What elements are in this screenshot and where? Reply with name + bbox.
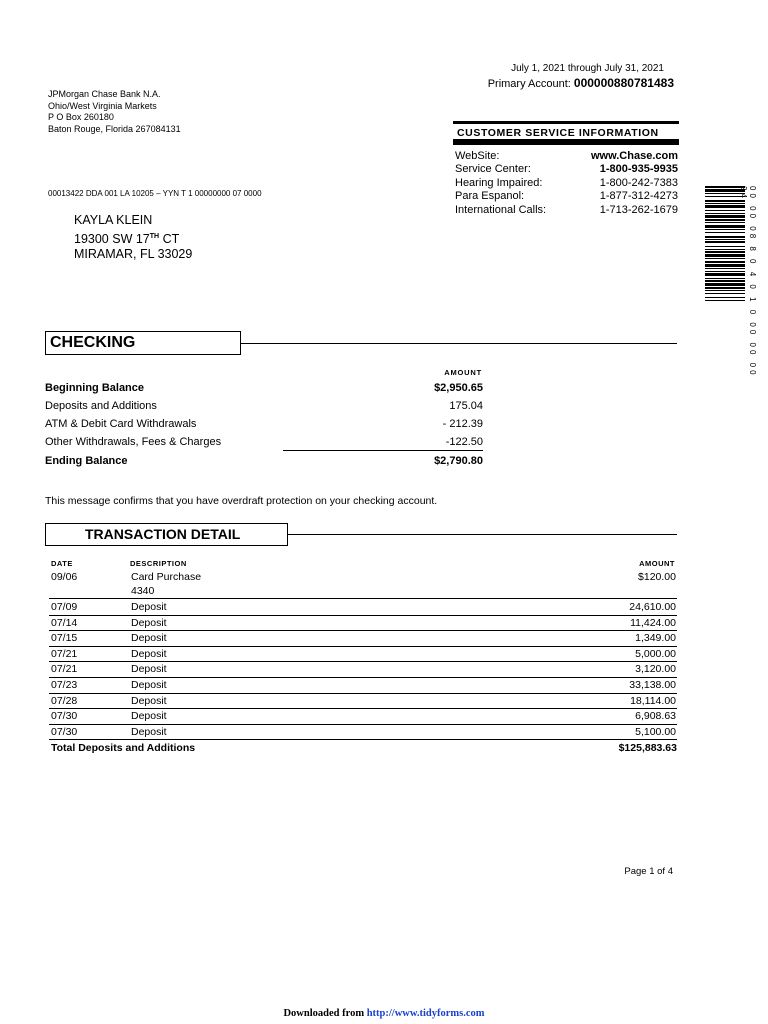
- transaction-row-first: [49, 570, 677, 599]
- tx-description: Card Purchase 4340: [131, 571, 202, 597]
- footer-link[interactable]: http://www.tidyforms.com: [366, 1008, 485, 1019]
- table-row: 07/21 Deposit 3,120.00: [49, 662, 677, 678]
- cs-row-website: [455, 150, 678, 163]
- barcode-bar: [705, 300, 745, 301]
- transaction-list: [49, 600, 677, 740]
- table-row: 07/14 Deposit 11,424.00: [49, 616, 677, 632]
- barcode-bar: [705, 246, 745, 247]
- transaction-divider: [288, 534, 677, 535]
- barcode-bar: [705, 273, 745, 276]
- barcode-bar: [705, 205, 745, 208]
- cs-value: 1-800-935-9935: [599, 163, 678, 176]
- summary-value: $2,790.80: [434, 455, 483, 467]
- total-rule: [283, 450, 483, 451]
- barcode-bar: [705, 290, 745, 291]
- footer-prefix: Downloaded from: [283, 1008, 367, 1019]
- barcode-bar: [705, 236, 745, 238]
- table-row: 07/23 Deposit 33,138.00: [49, 678, 677, 694]
- overdraft-message: This message confirms that you have overdraft protection on your checking account.: [45, 495, 438, 507]
- barcode-bar: [705, 254, 745, 257]
- checking-title: CHECKING: [50, 334, 136, 351]
- summary-row-atm: [45, 418, 483, 430]
- barcode-bar: [705, 241, 745, 243]
- barcode-bar: [705, 293, 745, 294]
- col-header-description: DESCRIPTION: [130, 559, 187, 568]
- barcode-bar: [705, 210, 745, 211]
- page-number: Page 1 of 4: [624, 866, 673, 877]
- cs-label: WebSite:: [455, 150, 500, 162]
- col-header-amount: AMOUNT: [639, 559, 675, 568]
- primary-account-number: 000000880781483: [573, 76, 674, 90]
- cs-label: International Calls:: [455, 203, 547, 216]
- customer-street: 19300 SW 17TH CT: [74, 231, 180, 246]
- checking-header: [45, 331, 241, 355]
- bank-line: JPMorgan Chase Bank N.A.: [48, 89, 161, 99]
- summary-value: -122.50: [445, 436, 483, 448]
- customer-city: MIRAMAR, FL 33029: [74, 247, 193, 262]
- checking-divider: [241, 343, 677, 344]
- barcode-bar: [705, 229, 745, 230]
- barcode-bar: [705, 225, 745, 228]
- download-footer: [0, 1008, 768, 1019]
- customer-name: KAYLA KLEIN: [74, 213, 153, 227]
- summary-value: 175.04: [449, 400, 483, 412]
- summary-row-deposits: [45, 400, 483, 412]
- barcode-bar: [705, 264, 745, 267]
- bank-line: Ohio/West Virginia Markets: [48, 100, 157, 111]
- tx-amount: $120.00: [638, 571, 676, 583]
- barcode-bar: [705, 222, 745, 223]
- table-row: 07/09 Deposit 24,610.00: [49, 600, 677, 616]
- statement-period: July 1, 2021 through July 31, 2021: [511, 63, 664, 74]
- summary-label: Other Withdrawals, Fees & Charges: [45, 436, 222, 448]
- cs-row-international: [455, 204, 678, 217]
- summary-value: - 212.39: [442, 418, 483, 430]
- barcode-text: 00 00 08 8 0 4 0 1 0 00 00 00 24: [739, 186, 757, 378]
- barcode-bar: [705, 258, 745, 259]
- barcode-bar: [705, 278, 745, 279]
- bank-line: Baton Rouge, Florida 267084131: [48, 123, 181, 134]
- bank-line: P O Box 260180: [48, 112, 114, 122]
- customer-service-header: [453, 121, 679, 145]
- summary-label: Beginning Balance: [45, 382, 145, 394]
- cs-label: Hearing Impaired:: [455, 176, 543, 189]
- table-row: 07/21 Deposit 5,000.00: [49, 647, 677, 663]
- barcode-bar: [705, 271, 745, 272]
- tx-date: 09/06: [51, 571, 78, 583]
- cs-value: 1-800-242-7383: [599, 176, 678, 189]
- customer-address: [74, 213, 192, 263]
- cs-row-espanol: [455, 190, 678, 203]
- barcode-bar: [705, 232, 745, 233]
- cs-value: 1-713-262-1679: [599, 203, 678, 216]
- amount-header: AMOUNT: [444, 368, 482, 377]
- bank-address: [48, 89, 181, 135]
- cs-row-service-center: [455, 163, 678, 176]
- summary-value: $2,950.65: [434, 382, 483, 394]
- total-deposits-row: [51, 742, 677, 754]
- barcode-bar: [705, 203, 745, 204]
- primary-account-label: Primary Account:: [487, 78, 571, 90]
- table-row: 07/15 Deposit 1,349.00: [49, 631, 677, 647]
- barcode-bar: [705, 213, 745, 214]
- barcode-bar: [705, 251, 745, 253]
- cs-label: Para Espanol:: [455, 190, 525, 203]
- barcode-bar: [705, 297, 745, 298]
- barcode-bar: [705, 239, 745, 240]
- summary-row-other: [45, 436, 483, 448]
- barcode-bar: [705, 215, 745, 218]
- barcode-bar: [705, 268, 745, 269]
- barcode-bar: [705, 219, 745, 221]
- barcode-bar: [705, 249, 745, 250]
- transaction-title: TRANSACTION DETAIL: [85, 526, 241, 542]
- barcode: [705, 186, 757, 390]
- primary-account: [440, 76, 674, 90]
- total-value: $125,883.63: [618, 742, 677, 754]
- table-row: 07/30 Deposit 5,100.00: [49, 725, 677, 741]
- barcode-bar: [705, 280, 745, 282]
- col-header-date: DATE: [51, 559, 73, 568]
- transaction-header: [45, 523, 288, 546]
- cs-label: Service Center:: [455, 163, 531, 176]
- cs-row-hearing: [455, 177, 678, 190]
- summary-row-ending: [45, 455, 483, 467]
- website-link[interactable]: www.Chase.com: [590, 150, 678, 162]
- summary-row-beginning: [45, 382, 483, 394]
- barcode-bar: [705, 283, 745, 286]
- summary-label: ATM & Debit Card Withdrawals: [45, 418, 197, 430]
- total-label: Total Deposits and Additions: [51, 742, 196, 754]
- table-row: 07/30 Deposit 6,908.63: [49, 709, 677, 725]
- summary-label: Ending Balance: [45, 455, 128, 467]
- barcode-bar: [705, 287, 745, 289]
- customer-service-title: CUSTOMER SERVICE INFORMATION: [457, 127, 659, 139]
- barcode-bar: [705, 261, 745, 263]
- customer-service-info: [455, 150, 678, 217]
- mail-code: 00013422 DDA 001 LA 10205 – YYN T 1 00000000 07 0000: [48, 189, 262, 198]
- summary-label: Deposits and Additions: [45, 400, 157, 412]
- cs-value: 1-877-312-4273: [599, 190, 678, 203]
- table-row: 07/28 Deposit 18,114.00: [49, 694, 677, 710]
